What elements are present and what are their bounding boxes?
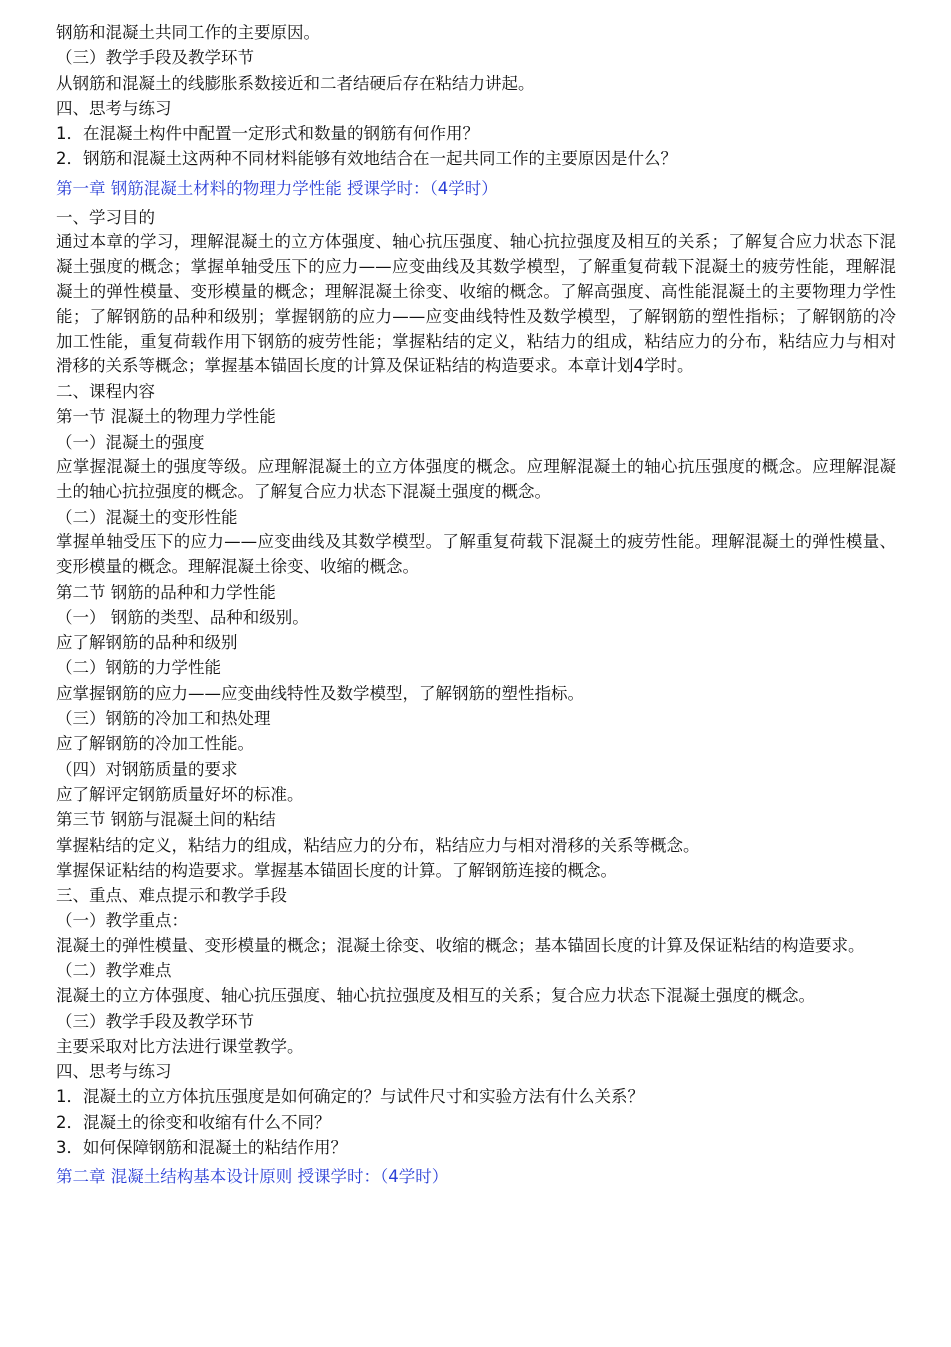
chapter-title: 第一章 钢筋混凝土材料的物理力学性能 授课学时：（4学时）: [56, 178, 498, 198]
paragraph: 混凝土的立方体强度、轴心抗压强度、轴心抗拉强度及相互的关系；复合应力状态下混凝土强度的概念。: [56, 985, 815, 1005]
section-heading: 二、课程内容: [56, 382, 155, 402]
text-line: 钢筋和混凝土共同工作的主要原因。: [56, 23, 320, 42]
section-title: 第一节 混凝土的物理力学性能: [56, 407, 276, 427]
subsection-heading: （一）混凝土的强度: [56, 432, 205, 452]
subsection-heading: （三）钢筋的冷加工和热处理: [56, 709, 271, 729]
document-page: [56, 20, 896, 1194]
chapter-title: 第二章 混凝土结构基本设计原则 授课学时：（4学时）: [56, 1167, 449, 1187]
subsection-heading: （三）教学手段及教学环节: [56, 1011, 254, 1031]
text-line: 从钢筋和混凝土的线膨胀系数接近和二者结硬后存在粘结力讲起。: [56, 73, 535, 93]
subsection-heading: （二）教学难点: [56, 961, 172, 981]
paragraph: 混凝土的弹性模量、变形模量的概念；混凝土徐变、收缩的概念；基本锚固长度的计算及保证粘结的构造要求。: [56, 935, 865, 955]
section-title: 第三节 钢筋与混凝土间的粘结: [56, 810, 276, 830]
subsection-heading: （二）钢筋的力学性能: [56, 658, 221, 678]
text-line: 应了解钢筋的冷加工性能。: [56, 734, 254, 754]
section-heading: 三、重点、难点提示和教学手段: [56, 886, 287, 906]
text-line: 掌握保证粘结的构造要求。掌握基本锚固长度的计算。了解钢筋连接的概念。: [56, 860, 617, 880]
section-heading: 四、思考与练习: [56, 98, 172, 118]
text-line: 应了解评定钢筋质量好坏的标准。: [56, 784, 304, 804]
section-heading: 四、思考与练习: [56, 1062, 172, 1082]
subsection-heading: （二）混凝土的变形性能: [56, 507, 238, 527]
subsection-heading: （一）教学重点：: [56, 911, 188, 931]
exercise-item: 1．在混凝土构件中配置一定形式和数量的钢筋有何作用？: [56, 124, 479, 144]
paragraph: 应掌握混凝土的强度等级。应理解混凝土的立方体强度的概念。应理解混凝土的轴心抗压强度的概念。应理解混凝土的轴心抗拉强度的概念。了解复合应力状态下混凝土强度的概念。: [56, 457, 896, 501]
paragraph: 通过本章的学习，理解混凝土的立方体强度、轴心抗压强度、轴心抗拉强度及相互的关系；了解复合应力状态下混凝土强度的概念；掌握单轴受压下的应力——应变曲线及其数学模型，了解重复荷载下混凝土的疲劳性能，理解混凝土的弹性模量、变形模量的概念；理解混凝土徐变、收缩的概念。了解高强度、高性能混凝土的主要物理力学性能；了解钢筋的品种和级别；掌握钢筋的应力——应变曲线特性及数学模型，了解钢筋的塑性指标；了解钢筋的冷加工性能，重复荷载作用下钢筋的疲劳性能；掌握粘结的定义，粘结力的组成，粘结应力的分布，粘结应力与相对滑移的关系等概念；掌握基本锚固长度的计算及保证粘结的构造要求。本章计划4学时。: [56, 232, 896, 376]
section-title: 第二节 钢筋的品种和力学性能: [56, 582, 276, 602]
text-line: 应了解钢筋的品种和级别: [56, 633, 238, 653]
paragraph: 掌握单轴受压下的应力——应变曲线及其数学模型。了解重复荷载下混凝土的疲劳性能。理解混凝土的弹性模量、变形模量的概念。理解混凝土徐变、收缩的概念。: [56, 531, 896, 576]
subsection-heading: （四）对钢筋质量的要求: [56, 759, 238, 779]
text-line: 应掌握钢筋的应力——应变曲线特性及数学模型，了解钢筋的塑性指标。: [56, 683, 584, 703]
exercise-item: 3．如何保障钢筋和混凝土的粘结作用？: [56, 1138, 347, 1158]
exercise-item: 2．钢筋和混凝土这两种不同材料能够有效地结合在一起共同工作的主要原因是什么？: [56, 149, 677, 169]
section-heading: 一、学习目的: [56, 208, 155, 228]
subsection-heading: （一） 钢筋的类型、品种和级别。: [56, 607, 309, 627]
exercise-item: 1．混凝土的立方体抗压强度是如何确定的？与试件尺寸和实验方法有什么关系？: [56, 1087, 644, 1107]
text-line: 主要采取对比方法进行课堂教学。: [56, 1036, 304, 1056]
subsection-heading: （三）教学手段及教学环节: [56, 48, 254, 68]
exercise-item: 2．混凝土的徐变和收缩有什么不同？: [56, 1112, 331, 1132]
text-line: 掌握粘结的定义，粘结力的组成，粘结应力的分布，粘结应力与相对滑移的关系等概念。: [56, 835, 700, 855]
